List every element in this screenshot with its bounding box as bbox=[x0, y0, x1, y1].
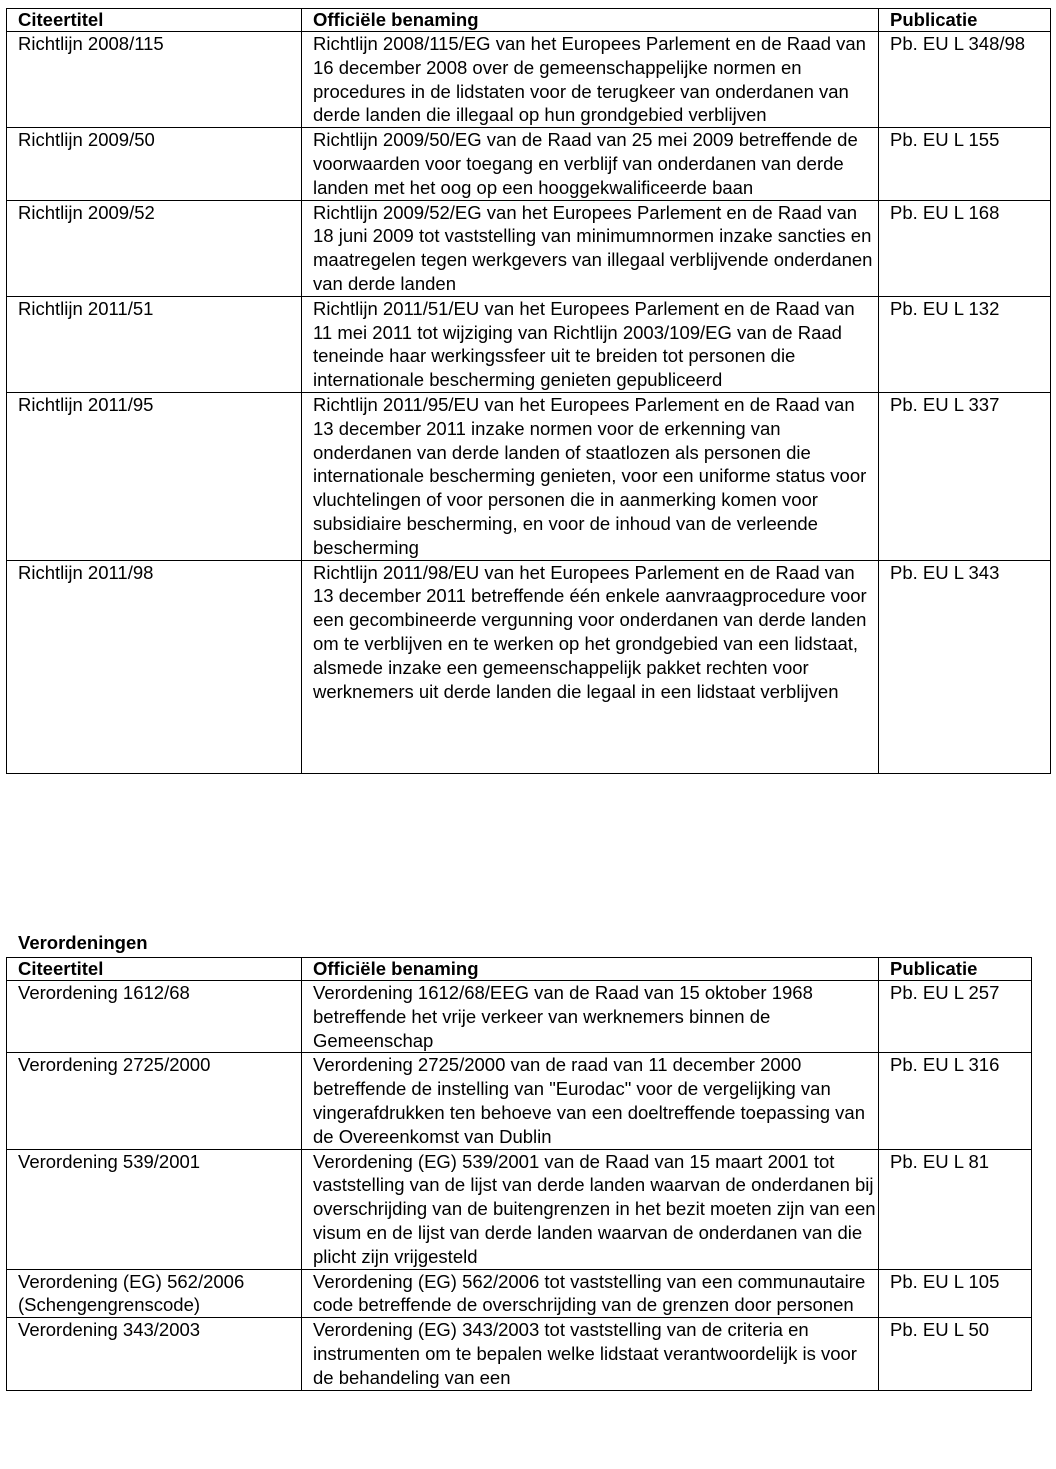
officiele-benaming-cell: Verordening 2725/2000 van de raad van 11 december 2000 betreffende de instelling van "Eurodac" voor de vergelijking van vingerafdrukken ten behoeve van een doeltreffende toepassing van de Overeenkomst van Dublin bbox=[302, 1053, 879, 1149]
officiele-benaming-cell: Richtlijn 2009/50/EG van de Raad van 25 mei 2009 betreffende de voorwaarden voor toegang en verblijf van onderdanen van derde landen met het oog op een hooggekwalificeerde baan bbox=[302, 128, 879, 200]
citeertitel-cell: Richtlijn 2011/51 bbox=[7, 296, 302, 392]
officiele-benaming-cell: Verordening (EG) 539/2001 van de Raad van 15 maart 2001 tot vaststelling van de lijst van derde landen waarvan de onderdanen bij overschrijding van de buitengrenzen in het bezit moeten zijn van een visum en de lijst van derde landen waarvan de onderdanen van die plicht zijn vrijgesteld bbox=[302, 1149, 879, 1269]
table-row bbox=[7, 32, 1051, 128]
table-row bbox=[7, 200, 1051, 296]
citeertitel-cell: Verordening 343/2003 bbox=[7, 1318, 302, 1390]
column-header-publicatie: Publicatie bbox=[879, 9, 1051, 32]
citeertitel-cell: Richtlijn 2011/98 bbox=[7, 560, 302, 773]
column-header-citeertitel: Citeertitel bbox=[7, 9, 302, 32]
officiele-benaming-cell: Richtlijn 2008/115/EG van het Europees Parlement en de Raad van 16 december 2008 over de gemeenschappelijke normen en procedures in de lidstaten voor de terugkeer van onderdanen van derde landen die illegaal op hun grondgebied verblijven bbox=[302, 32, 879, 128]
column-header-citeertitel: Citeertitel bbox=[7, 958, 302, 981]
officiele-benaming-cell: Richtlijn 2011/95/EU van het Europees Parlement en de Raad van 13 december 2011 inzake normen voor de erkenning van onderdanen van derde landen of staatlozen als personen die internationale bescherming genieten, voor een uniforme status voor vluchtelingen of voor personen die in aanmerking komen voor subsidiaire bescherming, en voor de inhoud van de verleende bescherming bbox=[302, 392, 879, 560]
officiele-benaming-cell: Richtlijn 2011/51/EU van het Europees Parlement en de Raad van 11 mei 2011 tot wijziging van Richtlijn 2003/109/EG van de Raad teneinde haar werkingssfeer uit te breiden tot personen die internationale bescherming genieten gepubliceerd bbox=[302, 296, 879, 392]
officiele-benaming-cell: Richtlijn 2009/52/EG van het Europees Parlement en de Raad van 18 juni 2009 tot vaststelling van minimumnormen inzake sancties en maatregelen tegen werkgevers van illegaal verblijvende onderdanen van derde landen bbox=[302, 200, 879, 296]
richtlijnen-table bbox=[6, 8, 1051, 774]
citeertitel-cell: Verordening 539/2001 bbox=[7, 1149, 302, 1269]
publicatie-cell: Pb. EU L 105 bbox=[879, 1269, 1032, 1318]
table-row bbox=[7, 560, 1051, 773]
officiele-benaming-cell: Verordening (EG) 562/2006 tot vaststelling van een communautaire code betreffende de overschrijding van de grenzen door personen bbox=[302, 1269, 879, 1318]
table-row bbox=[7, 128, 1051, 200]
publicatie-cell: Pb. EU L 81 bbox=[879, 1149, 1032, 1269]
publicatie-cell: Pb. EU L 132 bbox=[879, 296, 1051, 392]
table-row bbox=[7, 1149, 1032, 1269]
table-row bbox=[7, 1269, 1032, 1318]
publicatie-cell: Pb. EU L 257 bbox=[879, 981, 1032, 1053]
citeertitel-cell: Richtlijn 2009/52 bbox=[7, 200, 302, 296]
column-header-officiele-benaming: Officiële benaming bbox=[302, 958, 879, 981]
table-row bbox=[7, 981, 1032, 1053]
citeertitel-cell: Richtlijn 2008/115 bbox=[7, 32, 302, 128]
publicatie-cell: Pb. EU L 155 bbox=[879, 128, 1051, 200]
publicatie-cell: Pb. EU L 337 bbox=[879, 392, 1051, 560]
table-row bbox=[7, 1318, 1032, 1390]
publicatie-cell: Pb. EU L 50 bbox=[879, 1318, 1032, 1390]
citeertitel-cell: Richtlijn 2009/50 bbox=[7, 128, 302, 200]
table-row bbox=[7, 1053, 1032, 1149]
table-row bbox=[7, 392, 1051, 560]
citeertitel-cell: Verordening 1612/68 bbox=[7, 981, 302, 1053]
table-header-row bbox=[7, 958, 1032, 981]
publicatie-cell: Pb. EU L 343 bbox=[879, 560, 1051, 773]
column-header-officiele-benaming: Officiële benaming bbox=[302, 9, 879, 32]
section-heading-verordeningen: Verordeningen bbox=[18, 932, 148, 953]
table-header-row bbox=[7, 9, 1051, 32]
officiele-benaming-cell: Verordening 1612/68/EEG van de Raad van 15 oktober 1968 betreffende het vrije verkeer van werknemers binnen de Gemeenschap bbox=[302, 981, 879, 1053]
publicatie-cell: Pb. EU L 316 bbox=[879, 1053, 1032, 1149]
citeertitel-cell: Verordening 2725/2000 bbox=[7, 1053, 302, 1149]
verordeningen-table bbox=[6, 957, 1032, 1391]
publicatie-cell: Pb. EU L 168 bbox=[879, 200, 1051, 296]
table-row bbox=[7, 296, 1051, 392]
officiele-benaming-cell: Richtlijn 2011/98/EU van het Europees Parlement en de Raad van 13 december 2011 betreffende één enkele aanvraagprocedure voor een gecombineerde vergunning voor onderdanen van derde landen om te verblijven en te werken op het grondgebied van een lidstaat, alsmede inzake een gemeenschappelijk pakket rechten voor werknemers uit derde landen die legaal in een lidstaat verblijven bbox=[302, 560, 879, 773]
publicatie-cell: Pb. EU L 348/98 bbox=[879, 32, 1051, 128]
column-header-publicatie: Publicatie bbox=[879, 958, 1032, 981]
citeertitel-cell: Richtlijn 2011/95 bbox=[7, 392, 302, 560]
citeertitel-cell: Verordening (EG) 562/2006 (Schengengrenscode) bbox=[7, 1269, 302, 1318]
officiele-benaming-cell: Verordening (EG) 343/2003 tot vaststelling van de criteria en instrumenten om te bepalen welke lidstaat verantwoordelijk is voor de behandeling van een bbox=[302, 1318, 879, 1390]
